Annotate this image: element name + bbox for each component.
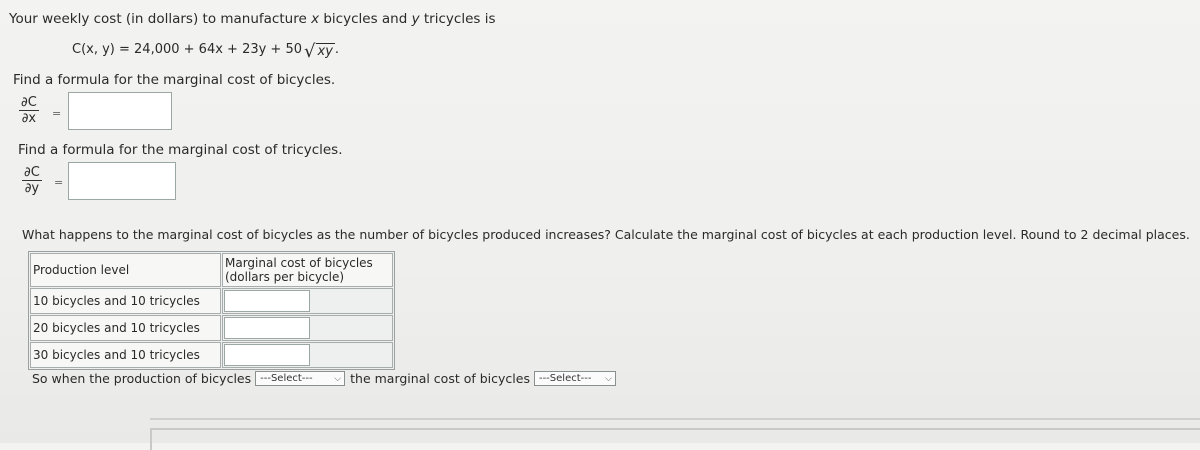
table-row bbox=[30, 315, 393, 341]
header-mc-line2: (dollars per bicycle) bbox=[225, 270, 345, 284]
question-tricycles: Find a formula for the marginal cost of tricycles. bbox=[18, 142, 343, 158]
select-value: ---Select--- bbox=[538, 373, 592, 384]
formula-end: . bbox=[334, 42, 340, 57]
deriv-y-denominator: ∂y bbox=[24, 181, 40, 196]
radical-sign-icon: √ bbox=[304, 41, 316, 62]
mc-input-cell bbox=[222, 315, 393, 341]
intro-text-3: tricycles is bbox=[419, 11, 496, 27]
var-x: x bbox=[311, 11, 320, 27]
mc-input-cell bbox=[222, 288, 393, 314]
row-label: 10 bicycles and 10 tricycles bbox=[30, 288, 221, 314]
cost-formula bbox=[72, 42, 339, 60]
question-bicycles: Find a formula for the marginal cost of bicycles. bbox=[13, 72, 336, 88]
header-production-level: Production level bbox=[30, 253, 221, 287]
production-change-select[interactable] bbox=[255, 371, 345, 386]
equals-sign-y: = bbox=[54, 176, 64, 189]
answer-dcdy-input[interactable] bbox=[68, 162, 176, 200]
row-label: 20 bicycles and 10 tricycles bbox=[30, 315, 221, 341]
deriv-x-numerator: ∂C bbox=[21, 95, 37, 110]
var-y: y bbox=[411, 11, 420, 27]
deriv-y-numerator: ∂C bbox=[24, 165, 40, 180]
conclusion-sentence bbox=[32, 371, 616, 386]
table-row bbox=[30, 288, 393, 314]
mc-input-30-10[interactable] bbox=[224, 344, 310, 366]
conclusion-text-1: So when the production of bicycles bbox=[32, 371, 252, 386]
intro-text-2: bicycles and bbox=[319, 11, 412, 27]
mc-input-20-10[interactable] bbox=[224, 317, 310, 339]
marginal-cost-change-select[interactable] bbox=[534, 371, 616, 386]
chevron-down-icon: ⌵ bbox=[605, 373, 612, 384]
equals-sign-x: = bbox=[52, 107, 62, 120]
partial-derivative-x bbox=[19, 96, 39, 125]
select-value: ---Select--- bbox=[260, 373, 313, 384]
question-increase: What happens to the marginal cost of bicycles as the number of bicycles produced increases? Calculate the marginal cost of bicycles at each production level. Round to 2 decimal places. bbox=[22, 227, 1190, 242]
lower-blurred-box bbox=[150, 428, 1200, 450]
sqrt-expression bbox=[304, 42, 335, 60]
answer-dcdx-input[interactable] bbox=[68, 92, 172, 130]
problem-intro bbox=[9, 11, 495, 27]
header-marginal-cost bbox=[222, 253, 393, 287]
row-label: 30 bicycles and 10 tricycles bbox=[30, 342, 221, 368]
table-row bbox=[30, 342, 393, 368]
radicand: xy bbox=[317, 44, 333, 59]
conclusion-text-2: the marginal cost of bicycles bbox=[350, 371, 530, 386]
deriv-x-denominator: ∂x bbox=[21, 111, 37, 126]
marginal-cost-table bbox=[28, 251, 395, 370]
chevron-down-icon: ⌵ bbox=[334, 373, 342, 384]
divider-line bbox=[150, 418, 1200, 420]
formula-lhs: C(x, y) = 24,000 + 64x + 23y + 50 bbox=[72, 42, 303, 57]
partial-derivative-y bbox=[22, 166, 42, 195]
mc-input-10-10[interactable] bbox=[224, 290, 310, 312]
intro-text-1: Your weekly cost (in dollars) to manufacture bbox=[9, 11, 312, 27]
header-mc-line1: Marginal cost of bicycles bbox=[225, 256, 373, 270]
mc-input-cell bbox=[222, 342, 393, 368]
